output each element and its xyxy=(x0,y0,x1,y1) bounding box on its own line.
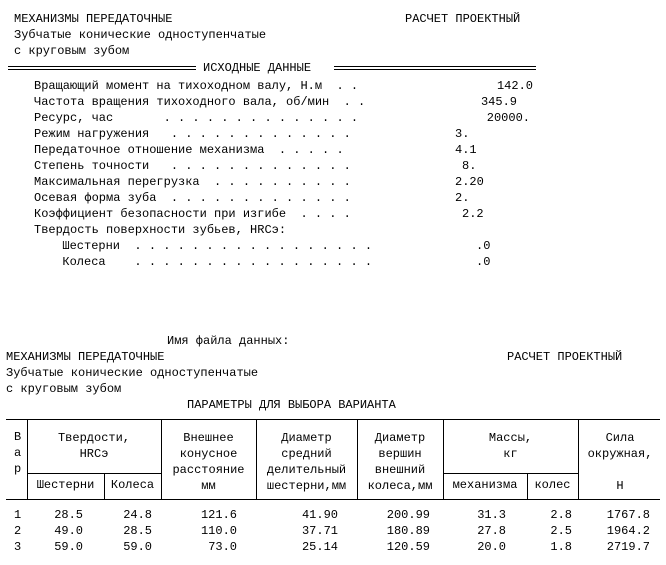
param-label: Вращающий момент на тихоходном валу, Н.м . . xyxy=(34,79,359,93)
cell-wheel: 59.0 xyxy=(123,540,152,554)
cell-wheel: 24.8 xyxy=(123,508,152,522)
cell-mass-wheels: 2.5 xyxy=(550,524,572,538)
cell-mass-mechanism: 31.3 xyxy=(477,508,506,522)
cell-mean-diameter: 25.14 xyxy=(301,540,338,554)
cell-cone-distance: 121.6 xyxy=(200,508,237,522)
header-force: Сила окружная, Н xyxy=(587,431,653,493)
report-type-2: РАСЧЕТ ПРОЕКТНЫЙ xyxy=(507,350,623,364)
cell-pinion: 49.0 xyxy=(54,524,83,538)
param-label: Коэффициент безопасности при изгибе . . . . xyxy=(34,207,351,221)
header-rule-right-1 xyxy=(334,66,536,67)
param-value: 8. xyxy=(462,159,477,173)
header-hardness: Твердости, HRCэ xyxy=(57,431,130,461)
report-title-2: МЕХАНИЗМЫ ПЕРЕДАТОЧНЫЕ xyxy=(6,350,165,364)
header-var-3: р xyxy=(14,462,22,476)
header-wheel: Колеса xyxy=(110,478,155,492)
cell-mass-wheels: 1.8 xyxy=(550,540,572,554)
report-subtitle-1: Зубчатые конические одноступенчатые xyxy=(14,28,267,42)
header-rule-right-2 xyxy=(334,69,536,70)
param-label: Передаточное отношение механизма . . . . . xyxy=(34,143,344,157)
param-value: .0 xyxy=(476,239,491,253)
param-label: Осевая форма зуба . . . . . . . . . . . . . xyxy=(34,191,351,205)
header-var-2: а xyxy=(14,446,22,460)
header-cone-distance: Внешнее конусное расстояние мм xyxy=(172,431,245,493)
table-title: ПАРАМЕТРЫ ДЛЯ ВЫБОРА ВАРИАНТА xyxy=(187,398,396,412)
header-pinion: Шестерни xyxy=(36,478,95,492)
cell-tip-diameter: 120.59 xyxy=(386,540,430,554)
table-top-rule xyxy=(6,419,660,420)
cell-tip-diameter: 180.89 xyxy=(386,524,430,538)
report-title: МЕХАНИЗМЫ ПЕРЕДАТОЧНЫЕ xyxy=(14,12,173,26)
cell-tip-diameter: 200.99 xyxy=(386,508,430,522)
cell-wheel: 28.5 xyxy=(123,524,152,538)
hardness-sub-rule xyxy=(27,473,161,474)
masses-sub-rule xyxy=(443,473,578,474)
cell-force: 1964.2 xyxy=(606,524,650,538)
cell-mass-mechanism: 20.0 xyxy=(477,540,506,554)
cell-pinion: 59.0 xyxy=(54,540,83,554)
param-label: Частота вращения тихоходного вала, об/мин . . xyxy=(34,95,366,109)
header-var-1: В xyxy=(14,430,22,444)
cell-mean-diameter: 37.71 xyxy=(301,524,338,538)
cell-force: 2719.7 xyxy=(606,540,650,554)
cell-pinion: 28.5 xyxy=(54,508,83,522)
cell-var: 3 xyxy=(14,540,22,554)
report-subtitle-2: с круговым зубом xyxy=(14,44,130,58)
cell-cone-distance: 73.0 xyxy=(208,540,237,554)
cell-force: 1767.8 xyxy=(606,508,650,522)
cell-var: 1 xyxy=(14,508,22,522)
header-rule-left-2 xyxy=(8,69,196,70)
param-label: Ресурс, час . . . . . . . . . . . . . . xyxy=(34,111,359,125)
param-label: Шестерни . . . . . . . . . . . . . . . . . xyxy=(48,239,373,253)
cell-mass-mechanism: 27.8 xyxy=(477,524,506,538)
report-type: РАСЧЕТ ПРОЕКТНЫЙ xyxy=(405,12,521,26)
header-mean-diameter: Диаметр средний делительный шестерни,мм xyxy=(266,431,347,493)
param-value: 2.2 xyxy=(462,207,484,221)
header-mass-wheels: колес xyxy=(534,478,571,492)
param-label: Твердость поверхности зубьев, HRCэ: xyxy=(34,223,287,237)
cell-mass-wheels: 2.8 xyxy=(550,508,572,522)
param-label: Максимальная перегрузка . . . . . . . . . . xyxy=(34,175,351,189)
param-value: 142.0 xyxy=(496,79,533,93)
param-label: Режим нагружения . . . . . . . . . . . . . xyxy=(34,127,351,141)
cell-cone-distance: 110.0 xyxy=(200,524,237,538)
input-data-header: ИСХОДНЫЕ ДАННЫЕ xyxy=(203,61,312,75)
param-value: 2. xyxy=(455,191,470,205)
report-subtitle-2-1: Зубчатые конические одноступенчатые xyxy=(6,366,259,380)
param-value: .0 xyxy=(476,255,491,269)
param-value: 2.20 xyxy=(455,175,484,189)
header-tip-diameter: Диаметр вершин внешний колеса,мм xyxy=(367,431,433,493)
header-masses: Массы, кг xyxy=(488,431,533,461)
data-file-label: Имя файла данных: xyxy=(167,334,290,348)
param-value: 20000. xyxy=(486,111,530,125)
table-header-bottom-rule xyxy=(6,499,660,500)
header-mass-mechanism: механизма xyxy=(452,478,518,492)
param-label: Колеса . . . . . . . . . . . . . . . . . xyxy=(48,255,373,269)
param-label: Степень точности . . . . . . . . . . . . . xyxy=(34,159,351,173)
param-value: 3. xyxy=(455,127,470,141)
cell-var: 2 xyxy=(14,524,22,538)
param-value: 345.9 xyxy=(480,95,517,109)
cell-mean-diameter: 41.90 xyxy=(301,508,338,522)
report-subtitle-2-2: с круговым зубом xyxy=(6,382,122,396)
param-value: 4.1 xyxy=(455,143,477,157)
header-rule-left-1 xyxy=(8,66,196,67)
